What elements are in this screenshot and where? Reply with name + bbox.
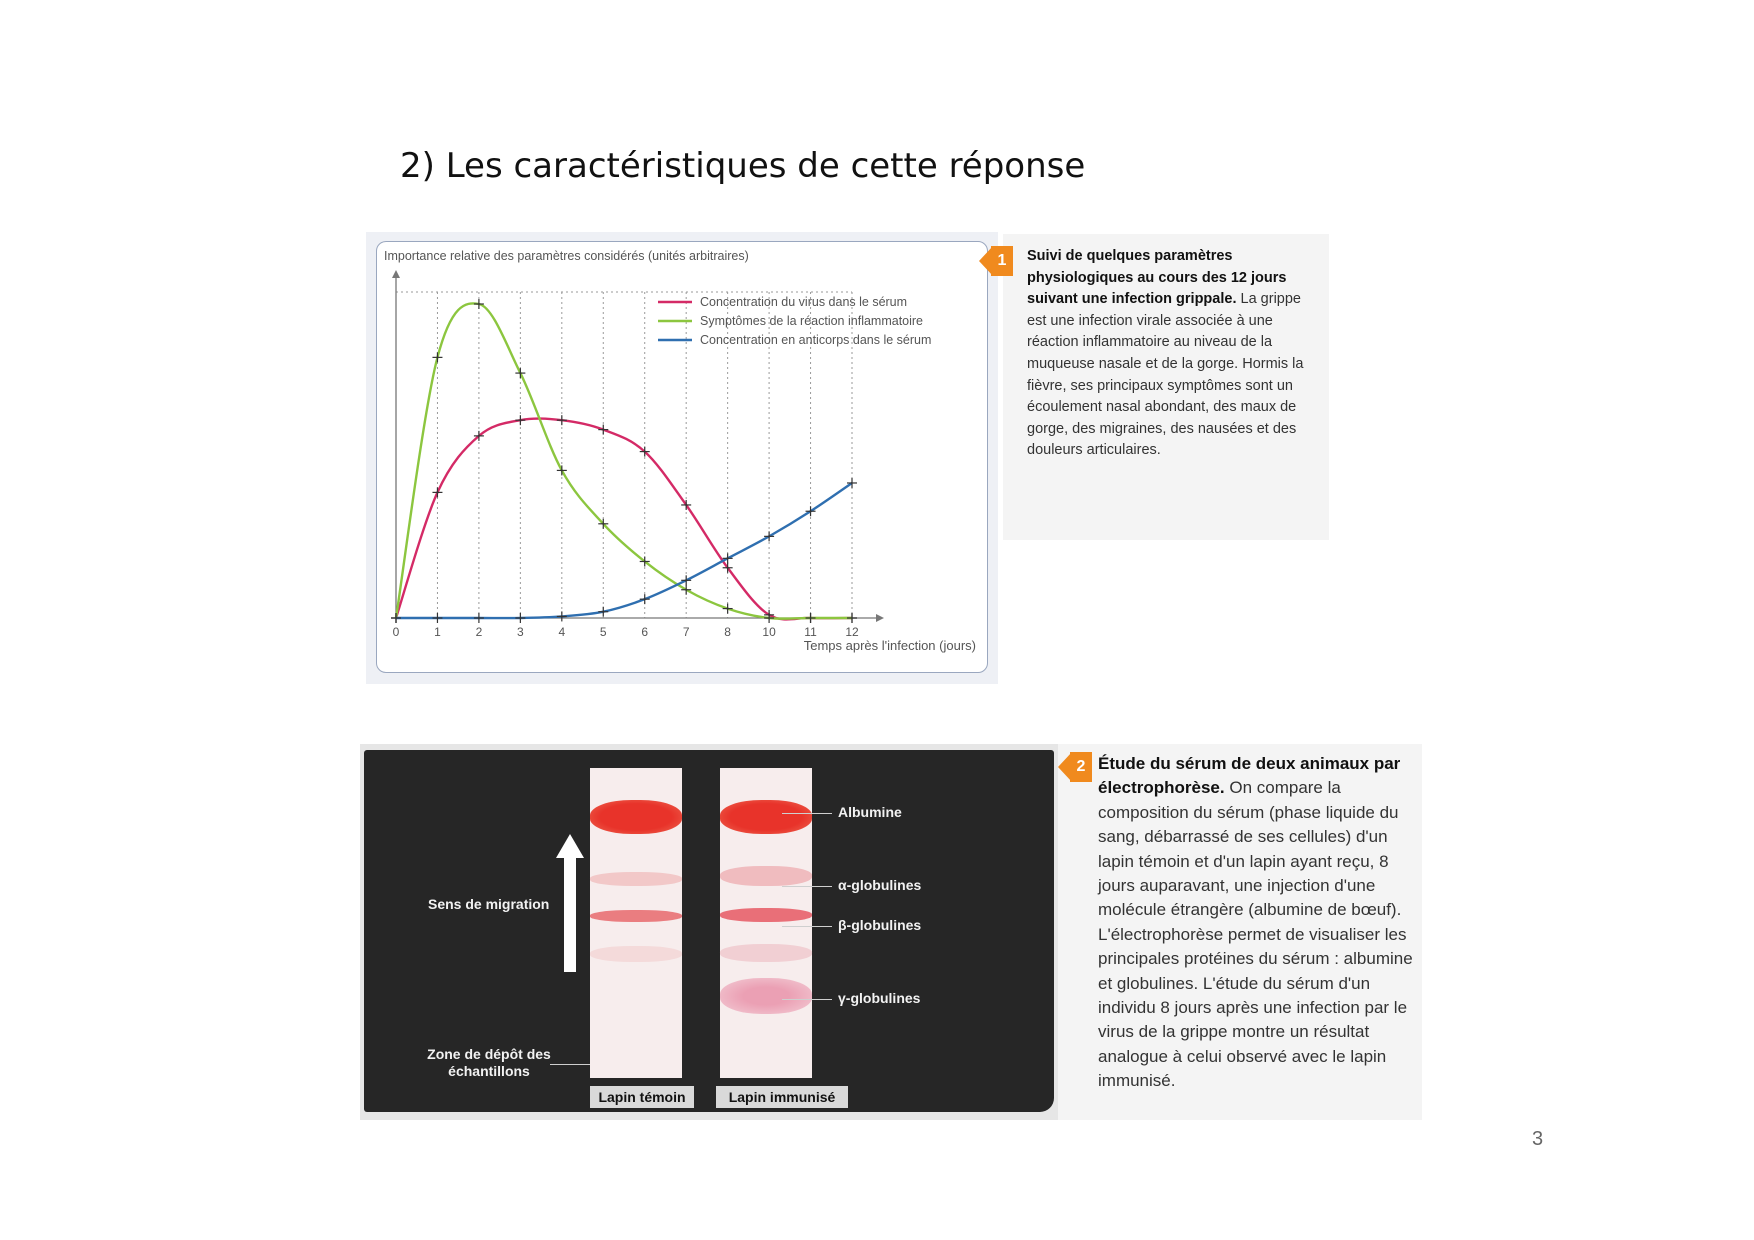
band-gamma-immunized — [720, 978, 812, 1014]
data-point — [432, 487, 442, 497]
x-tick-label: 10 — [762, 625, 776, 639]
y-axis-label: Importance relative des paramètres considérés (unités arbitraires) — [384, 249, 749, 263]
electrophoresis-photo — [364, 750, 1054, 1112]
data-point — [764, 531, 774, 541]
legend-label-0: Concentration du virus dans le sérum — [700, 295, 908, 309]
lane-label-control: Lapin témoin — [590, 1086, 694, 1108]
data-point — [640, 594, 650, 604]
data-point — [474, 613, 484, 623]
data-point — [557, 465, 567, 475]
data-point — [391, 613, 401, 623]
band-label-albumine: Albumine — [838, 804, 902, 820]
data-point — [515, 368, 525, 378]
doc1-caption-body: La grippe est une infection virale associée à une réaction inflammatoire au niveau de la muqueuse nasale et de la gorge. Hormis la fièvre, ses principaux symptômes sont un écoulement nasal abondant, des maux de gorge, des migraines, des nausées et des douleurs articulaires. — [1027, 291, 1304, 459]
data-point — [432, 352, 442, 362]
alpha-leader — [782, 886, 832, 887]
y-axis-unit: (unités arbitraires) — [648, 249, 749, 263]
band-gamma-control — [590, 946, 682, 962]
band-beta-control — [590, 910, 682, 922]
migration-label: Sens de migration — [428, 896, 550, 912]
y-axis-arrow — [392, 270, 400, 278]
strip-control — [590, 768, 682, 1078]
doc1-caption-bold: Suivi de quelques paramètres physiologiques au cours des 12 jours suivant une infection grippale. — [1027, 248, 1287, 308]
data-point — [847, 613, 857, 623]
doc2-badge — [1058, 752, 1092, 782]
x-tick-label: 6 — [641, 625, 649, 639]
data-point — [598, 607, 608, 617]
x-tick-label: 4 — [558, 625, 566, 639]
legend-label-2: Concentration en anticorps dans le sérum — [700, 333, 932, 347]
chart-panel — [366, 232, 998, 684]
data-point — [806, 613, 816, 623]
data-point — [723, 604, 733, 614]
band-label-beta: β-globulines — [838, 917, 922, 933]
band-label-gamma: γ-globulines — [838, 990, 921, 1006]
x-tick-label: 2 — [475, 625, 483, 639]
band-alpha-immunized — [720, 866, 812, 886]
slide-title: 2) Les caractéristiques de cette réponse — [400, 146, 1086, 186]
albumine-leader — [782, 813, 832, 814]
page-number: 3 — [1532, 1128, 1544, 1150]
caption-doc1 — [997, 234, 1329, 540]
data-point — [557, 415, 567, 425]
doc1-caption-text — [1027, 246, 1317, 462]
data-point — [557, 611, 567, 621]
series-line-2 — [396, 483, 852, 618]
data-point — [515, 415, 525, 425]
x-tick-label: 5 — [599, 625, 607, 639]
data-point — [681, 575, 691, 585]
lane-label-immunized: Lapin immunisé — [716, 1086, 848, 1108]
doc2-caption-body: On compare la composition du sérum (phase liquide du sang, débarrassé de ses cellules) d'un lapin témoin et d'un lapin ayant reçu, 8 jours auparavant, une injection d'une molécule étrangère (albumine de bœuf). L'électrophorèse permet de visualiser les principales protéines du sérum : albumine et globulines. L'étude du sérum d'un individu 8 jours après une infection par le virus de la grippe montre un résultat analogue à celui observé avec le lapin immunisé. — [1098, 778, 1413, 1091]
beta-leader — [782, 926, 832, 927]
migration-arrow — [564, 856, 576, 972]
x-tick-label: 12 — [845, 625, 859, 639]
doc1-badge-number: 1 — [991, 246, 1013, 276]
doc2-badge-number: 2 — [1070, 752, 1092, 782]
x-tick-label: 3 — [517, 625, 524, 639]
data-point — [515, 613, 525, 623]
band-albumine-control — [590, 800, 682, 834]
data-point — [474, 299, 484, 309]
caption-doc2 — [1058, 744, 1422, 1120]
x-tick-label: 0 — [392, 625, 400, 639]
x-axis-label: Temps après l'infection (jours) — [803, 638, 976, 653]
gamma-leader — [782, 999, 832, 1000]
data-point — [681, 585, 691, 595]
x-tick-label: 1 — [434, 625, 441, 639]
deposit-label: Zone de dépôt des échantillons — [427, 1046, 551, 1079]
data-point — [432, 613, 442, 623]
band-gamma-upper-immunized — [720, 944, 812, 962]
x-tick-label: 11 — [804, 625, 817, 639]
influenza-chart — [366, 232, 998, 684]
doc1-badge — [979, 246, 1013, 276]
band-label-alpha: α-globulines — [838, 877, 922, 893]
migration-arrow-head — [556, 834, 584, 858]
band-beta-immunized — [720, 908, 812, 922]
data-point — [598, 425, 608, 435]
series-line-1 — [396, 303, 852, 618]
doc2-caption-bold: Étude du sérum de deux animaux par électrophorèse. — [1098, 754, 1401, 798]
band-albumine-immunized — [720, 800, 812, 834]
x-axis-arrow — [876, 614, 884, 622]
legend-label-1: Symptômes de la réaction inflammatoire — [700, 314, 924, 328]
deposit-leader — [550, 1064, 590, 1065]
x-tick-label: 7 — [682, 625, 690, 639]
electrophoresis-panel — [360, 744, 1058, 1120]
x-tick-label: 8 — [724, 625, 731, 639]
strip-immunized — [720, 768, 812, 1078]
series-line-0 — [396, 419, 852, 620]
band-alpha-control — [590, 872, 682, 886]
doc2-caption-text — [1098, 752, 1416, 1094]
